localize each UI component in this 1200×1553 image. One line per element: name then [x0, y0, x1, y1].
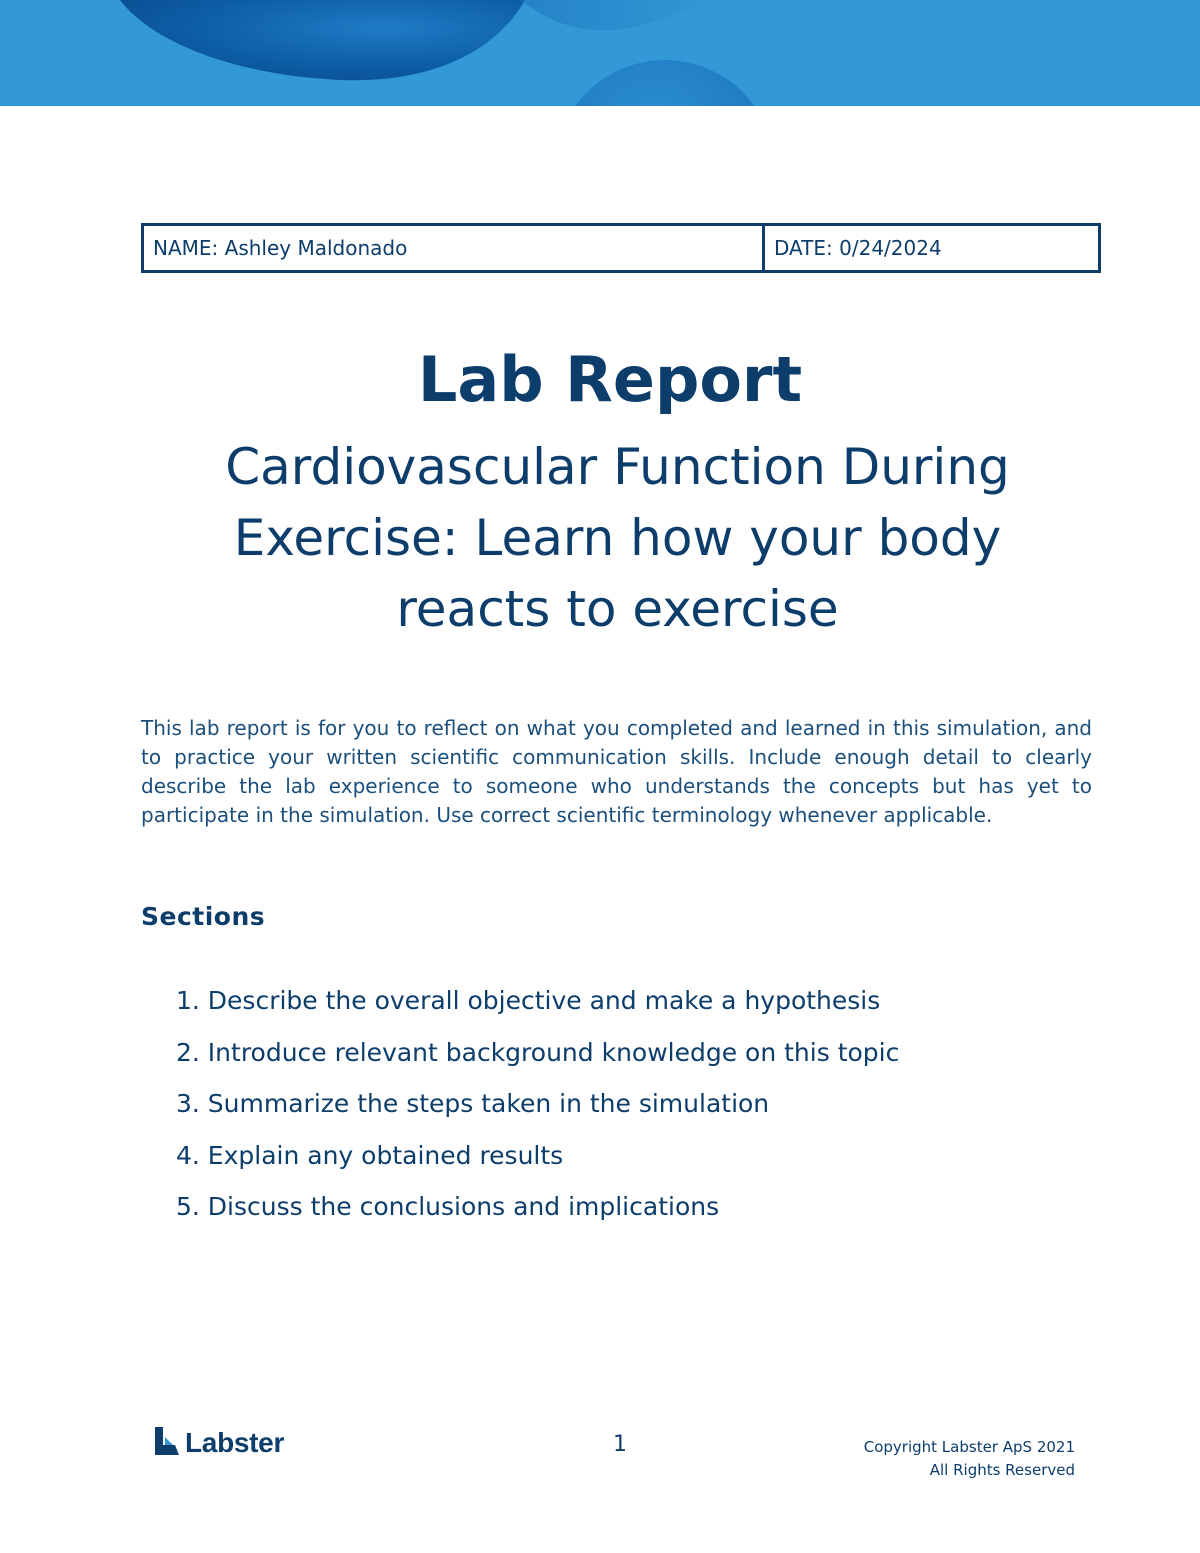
copyright-line: Copyright Labster ApS 2021: [863, 1438, 1075, 1456]
list-item: 3. Summarize the steps taken in the simulation: [176, 1089, 770, 1118]
sections-list: [176, 983, 899, 1241]
student-info-table: [141, 223, 1101, 273]
copyright-notice: [864, 1436, 1075, 1482]
intro-paragraph: This lab report is for you to reflect on what you completed and learned in this simulation, and to practice your written scientific communication skills. Include enough detail to clearly describe the lab experience to someone who understands the concepts but has yet to participate in the simulation. Use correct scientific terminology whenever applicable.: [141, 716, 1092, 827]
rights-line: All Rights Reserved: [929, 1461, 1075, 1479]
list-item: 4. Explain any obtained results: [176, 1140, 564, 1170]
logo-wordmark: Labster: [185, 1427, 285, 1458]
simulation-title: Cardiovascular Function During Exercise: Learn how your body reacts to exercise: [225, 438, 1010, 638]
list-item: 2. Introduce relevant background knowledge on this topic: [176, 1037, 900, 1067]
page-title: Lab Report: [417, 343, 803, 416]
sections-heading: Sections: [141, 902, 266, 931]
report-date-field: DATE: 0/24/2024: [774, 236, 942, 260]
page-number: 1: [613, 1432, 627, 1457]
labster-logo-icon: [153, 1425, 181, 1461]
header-banner: [0, 0, 1200, 106]
banner-art: [0, 0, 1200, 106]
list-item: 5. Discuss the conclusions and implications: [176, 1192, 720, 1221]
list-item: 1. Describe the overall objective and make a hypothesis: [176, 986, 881, 1015]
labster-logo: [153, 1425, 284, 1461]
student-name-field: NAME: Ashley Maldonado: [144, 226, 765, 270]
